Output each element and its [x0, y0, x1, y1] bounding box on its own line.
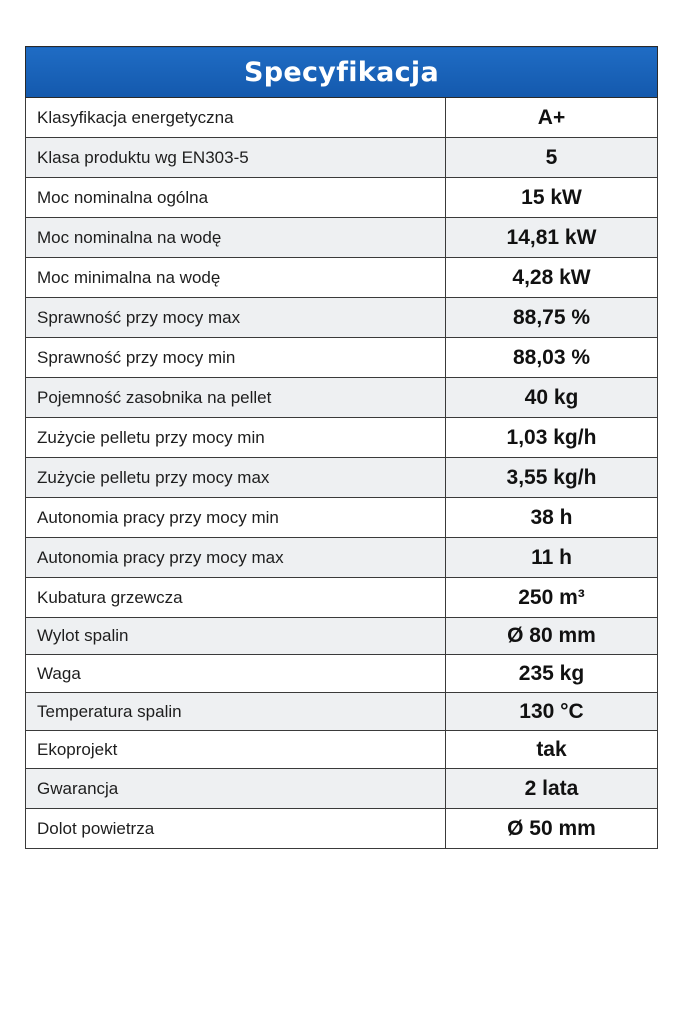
spec-value: 38 h — [446, 498, 658, 538]
table-title: Specyfikacja — [26, 47, 658, 98]
spec-value: 40 kg — [446, 378, 658, 418]
table-row — [26, 498, 658, 538]
spec-label: Autonomia pracy przy mocy max — [26, 538, 446, 578]
spec-label: Zużycie pelletu przy mocy min — [26, 418, 446, 458]
spec-label: Klasa produktu wg EN303-5 — [26, 138, 446, 178]
spec-value: 2 lata — [446, 769, 658, 809]
table-row — [26, 298, 658, 338]
spec-label: Kubatura grzewcza — [26, 578, 446, 618]
spec-label: Moc minimalna na wodę — [26, 258, 446, 298]
spec-label: Moc nominalna na wodę — [26, 218, 446, 258]
table-row — [26, 338, 658, 378]
spec-label: Sprawność przy mocy max — [26, 298, 446, 338]
spec-value: 3,55 kg/h — [446, 458, 658, 498]
spec-label: Waga — [26, 655, 446, 693]
specification-table — [25, 46, 658, 849]
table-row — [26, 538, 658, 578]
spec-value: 15 kW — [446, 178, 658, 218]
spec-label: Zużycie pelletu przy mocy max — [26, 458, 446, 498]
spec-value: A+ — [446, 98, 658, 138]
table-row — [26, 98, 658, 138]
spec-value: 11 h — [446, 538, 658, 578]
table-row — [26, 655, 658, 693]
table-row — [26, 418, 658, 458]
spec-value: 130 °C — [446, 693, 658, 731]
spec-value: 4,28 kW — [446, 258, 658, 298]
table-row — [26, 458, 658, 498]
table-row — [26, 178, 658, 218]
spec-value: 235 kg — [446, 655, 658, 693]
table-row — [26, 138, 658, 178]
table-body — [26, 98, 658, 849]
table-header-row — [26, 47, 658, 98]
spec-label: Sprawność przy mocy min — [26, 338, 446, 378]
spec-label: Gwarancja — [26, 769, 446, 809]
table-row — [26, 809, 658, 849]
spec-value: 1,03 kg/h — [446, 418, 658, 458]
table-row — [26, 618, 658, 655]
spec-value: Ø 80 mm — [446, 618, 658, 655]
spec-label: Pojemność zasobnika na pellet — [26, 378, 446, 418]
table-row — [26, 769, 658, 809]
spec-label: Dolot powietrza — [26, 809, 446, 849]
table-row — [26, 258, 658, 298]
spec-label: Ekoprojekt — [26, 731, 446, 769]
spec-value: tak — [446, 731, 658, 769]
spec-label: Klasyfikacja energetyczna — [26, 98, 446, 138]
table-row — [26, 693, 658, 731]
table-row — [26, 378, 658, 418]
table-row — [26, 218, 658, 258]
table-row — [26, 578, 658, 618]
spec-value: 14,81 kW — [446, 218, 658, 258]
spec-value: 88,03 % — [446, 338, 658, 378]
spec-label: Moc nominalna ogólna — [26, 178, 446, 218]
spec-value: 88,75 % — [446, 298, 658, 338]
spec-value: Ø 50 mm — [446, 809, 658, 849]
table-row — [26, 731, 658, 769]
spec-value: 5 — [446, 138, 658, 178]
spec-label: Autonomia pracy przy mocy min — [26, 498, 446, 538]
spec-value: 250 m³ — [446, 578, 658, 618]
spec-label: Wylot spalin — [26, 618, 446, 655]
spec-label: Temperatura spalin — [26, 693, 446, 731]
